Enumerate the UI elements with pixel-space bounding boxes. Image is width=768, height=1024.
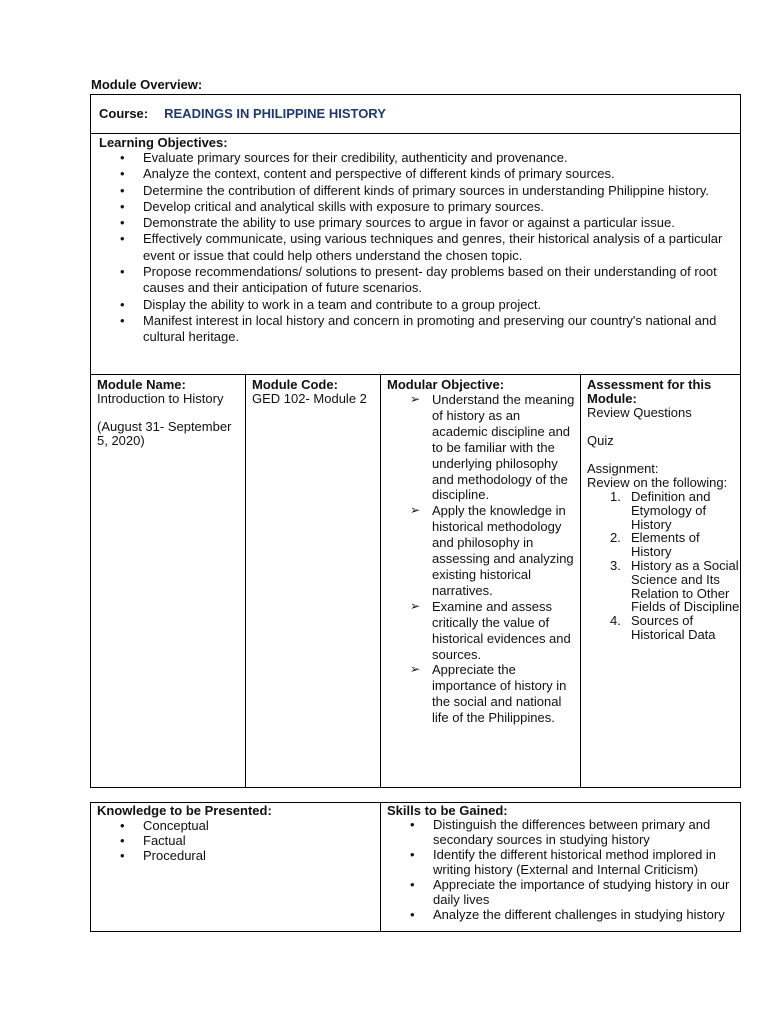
assignment-intro: Review on the following: bbox=[587, 475, 728, 490]
module-name-cell bbox=[91, 375, 246, 787]
module-code-cell bbox=[246, 375, 381, 787]
skills-header: Skills to be Gained: bbox=[387, 803, 508, 818]
knowledge-header: Knowledge to be Presented: bbox=[97, 803, 272, 818]
module-details-table bbox=[90, 374, 741, 788]
list-item bbox=[581, 531, 741, 559]
list-item: • Propose recommendations/ solutions to present- day problems based on their understanding of root causes and their anticipation of future scenarios. bbox=[91, 264, 731, 297]
knowledge-skills-table bbox=[90, 802, 741, 932]
list-number: 1. bbox=[610, 489, 621, 504]
list-number: 2. bbox=[610, 530, 621, 546]
assessment-quiz: Quiz bbox=[587, 433, 614, 448]
arrow-bullet-icon: ➢ bbox=[410, 662, 421, 677]
list-item bbox=[381, 599, 580, 663]
assessment-review: Review Questions bbox=[587, 405, 692, 420]
list-item bbox=[381, 503, 580, 598]
list-item: • Distinguish the differences between primary and secondary sources in studying history bbox=[381, 818, 741, 847]
course-name: READINGS IN PHILIPPINE HISTORY bbox=[164, 106, 386, 121]
list-item bbox=[381, 662, 580, 726]
list-item: • Evaluate primary sources for their credibility, authenticity and provenance. bbox=[91, 150, 731, 166]
list-item: • Analyze the context, content and perspective of different kinds of primary sources. bbox=[91, 166, 731, 182]
skills-list bbox=[381, 818, 741, 923]
list-item: • Display the ability to work in a team and contribute to a group project. bbox=[91, 297, 731, 313]
list-item: • Appreciate the importance of studying history in our daily lives bbox=[381, 878, 741, 907]
list-item bbox=[581, 490, 741, 531]
list-item-text: Elements of History bbox=[631, 530, 700, 560]
knowledge-cell bbox=[91, 803, 381, 931]
list-item-text: Examine and assess critically the value of historical evidences and sources. bbox=[432, 598, 571, 662]
arrow-bullet-icon: ➢ bbox=[410, 392, 421, 406]
list-item-text: Definition and Etymology of History bbox=[631, 489, 711, 532]
list-item: • Develop critical and analytical skills with exposure to primary sources. bbox=[91, 199, 731, 215]
module-name-value: Introduction to History bbox=[97, 391, 224, 406]
skills-cell bbox=[381, 803, 741, 931]
module-dates: (August 31- September 5, 2020) bbox=[97, 419, 232, 448]
list-number: 3. bbox=[610, 557, 621, 573]
arrow-bullet-icon: ➢ bbox=[410, 503, 421, 518]
list-item: • Procedural bbox=[91, 848, 380, 863]
course-label: Course: bbox=[99, 106, 149, 121]
assignment-label: Assignment: bbox=[587, 461, 659, 476]
list-item-text: Apply the knowledge in historical methodology and philosophy in assessing and analyzing existing historical narratives. bbox=[432, 503, 574, 598]
page-title: Module Overview: bbox=[91, 77, 203, 92]
list-item: • Analyze the different challenges in studying history bbox=[381, 908, 741, 923]
course-box bbox=[90, 94, 741, 134]
modular-objective-cell bbox=[381, 375, 581, 787]
list-item bbox=[581, 559, 741, 614]
list-item-text: Appreciate the importance of history in the social and national life of the Philippines. bbox=[432, 662, 567, 726]
list-item: • Manifest interest in local history and concern in promoting and preserving our country's national and cultural heritage. bbox=[91, 313, 731, 346]
assignment-list bbox=[581, 490, 741, 642]
list-item-text: History as a Social Science and Its Relation to Other Fields of Discipline bbox=[631, 557, 740, 615]
list-item bbox=[581, 614, 741, 642]
assessment-cell bbox=[581, 375, 741, 787]
list-item-text: Understand the meaning of history as an academic discipline and to be familiar with the underlying philosophy and methodology of the discipline. bbox=[432, 392, 575, 503]
module-name-header: Module Name: bbox=[97, 377, 186, 392]
module-code-header: Module Code: bbox=[252, 377, 338, 392]
knowledge-list bbox=[91, 818, 380, 863]
learning-objectives-title: Learning Objectives: bbox=[99, 135, 228, 150]
modular-objective-header: Modular Objective: bbox=[387, 377, 505, 392]
list-item-text: Sources of Historical Data bbox=[631, 613, 716, 642]
arrow-bullet-icon: ➢ bbox=[410, 598, 421, 613]
list-item: • Determine the contribution of different kinds of primary sources in understanding Philippine history. bbox=[91, 183, 731, 199]
list-item: • Identify the different historical method implored in writing history (External and Internal Criticism) bbox=[381, 848, 741, 877]
assessment-header: Assessment for this Module: bbox=[587, 377, 712, 406]
list-item: • Demonstrate the ability to use primary sources to argue in favor or against a particular issue. bbox=[91, 215, 731, 231]
list-item: • Factual bbox=[91, 833, 380, 848]
list-item: • Effectively communicate, using various techniques and genres, their historical analysis of a particular event or issue that could help others understand the chosen topic. bbox=[91, 231, 731, 264]
list-item bbox=[381, 392, 580, 503]
learning-objectives-box bbox=[90, 133, 741, 375]
learning-objectives-list bbox=[91, 150, 731, 346]
course-row bbox=[99, 106, 386, 122]
list-item: • Conceptual bbox=[91, 818, 380, 833]
modular-objective-list bbox=[381, 392, 580, 726]
list-number: 4. bbox=[610, 613, 621, 629]
module-code-value: GED 102- Module 2 bbox=[252, 391, 367, 406]
